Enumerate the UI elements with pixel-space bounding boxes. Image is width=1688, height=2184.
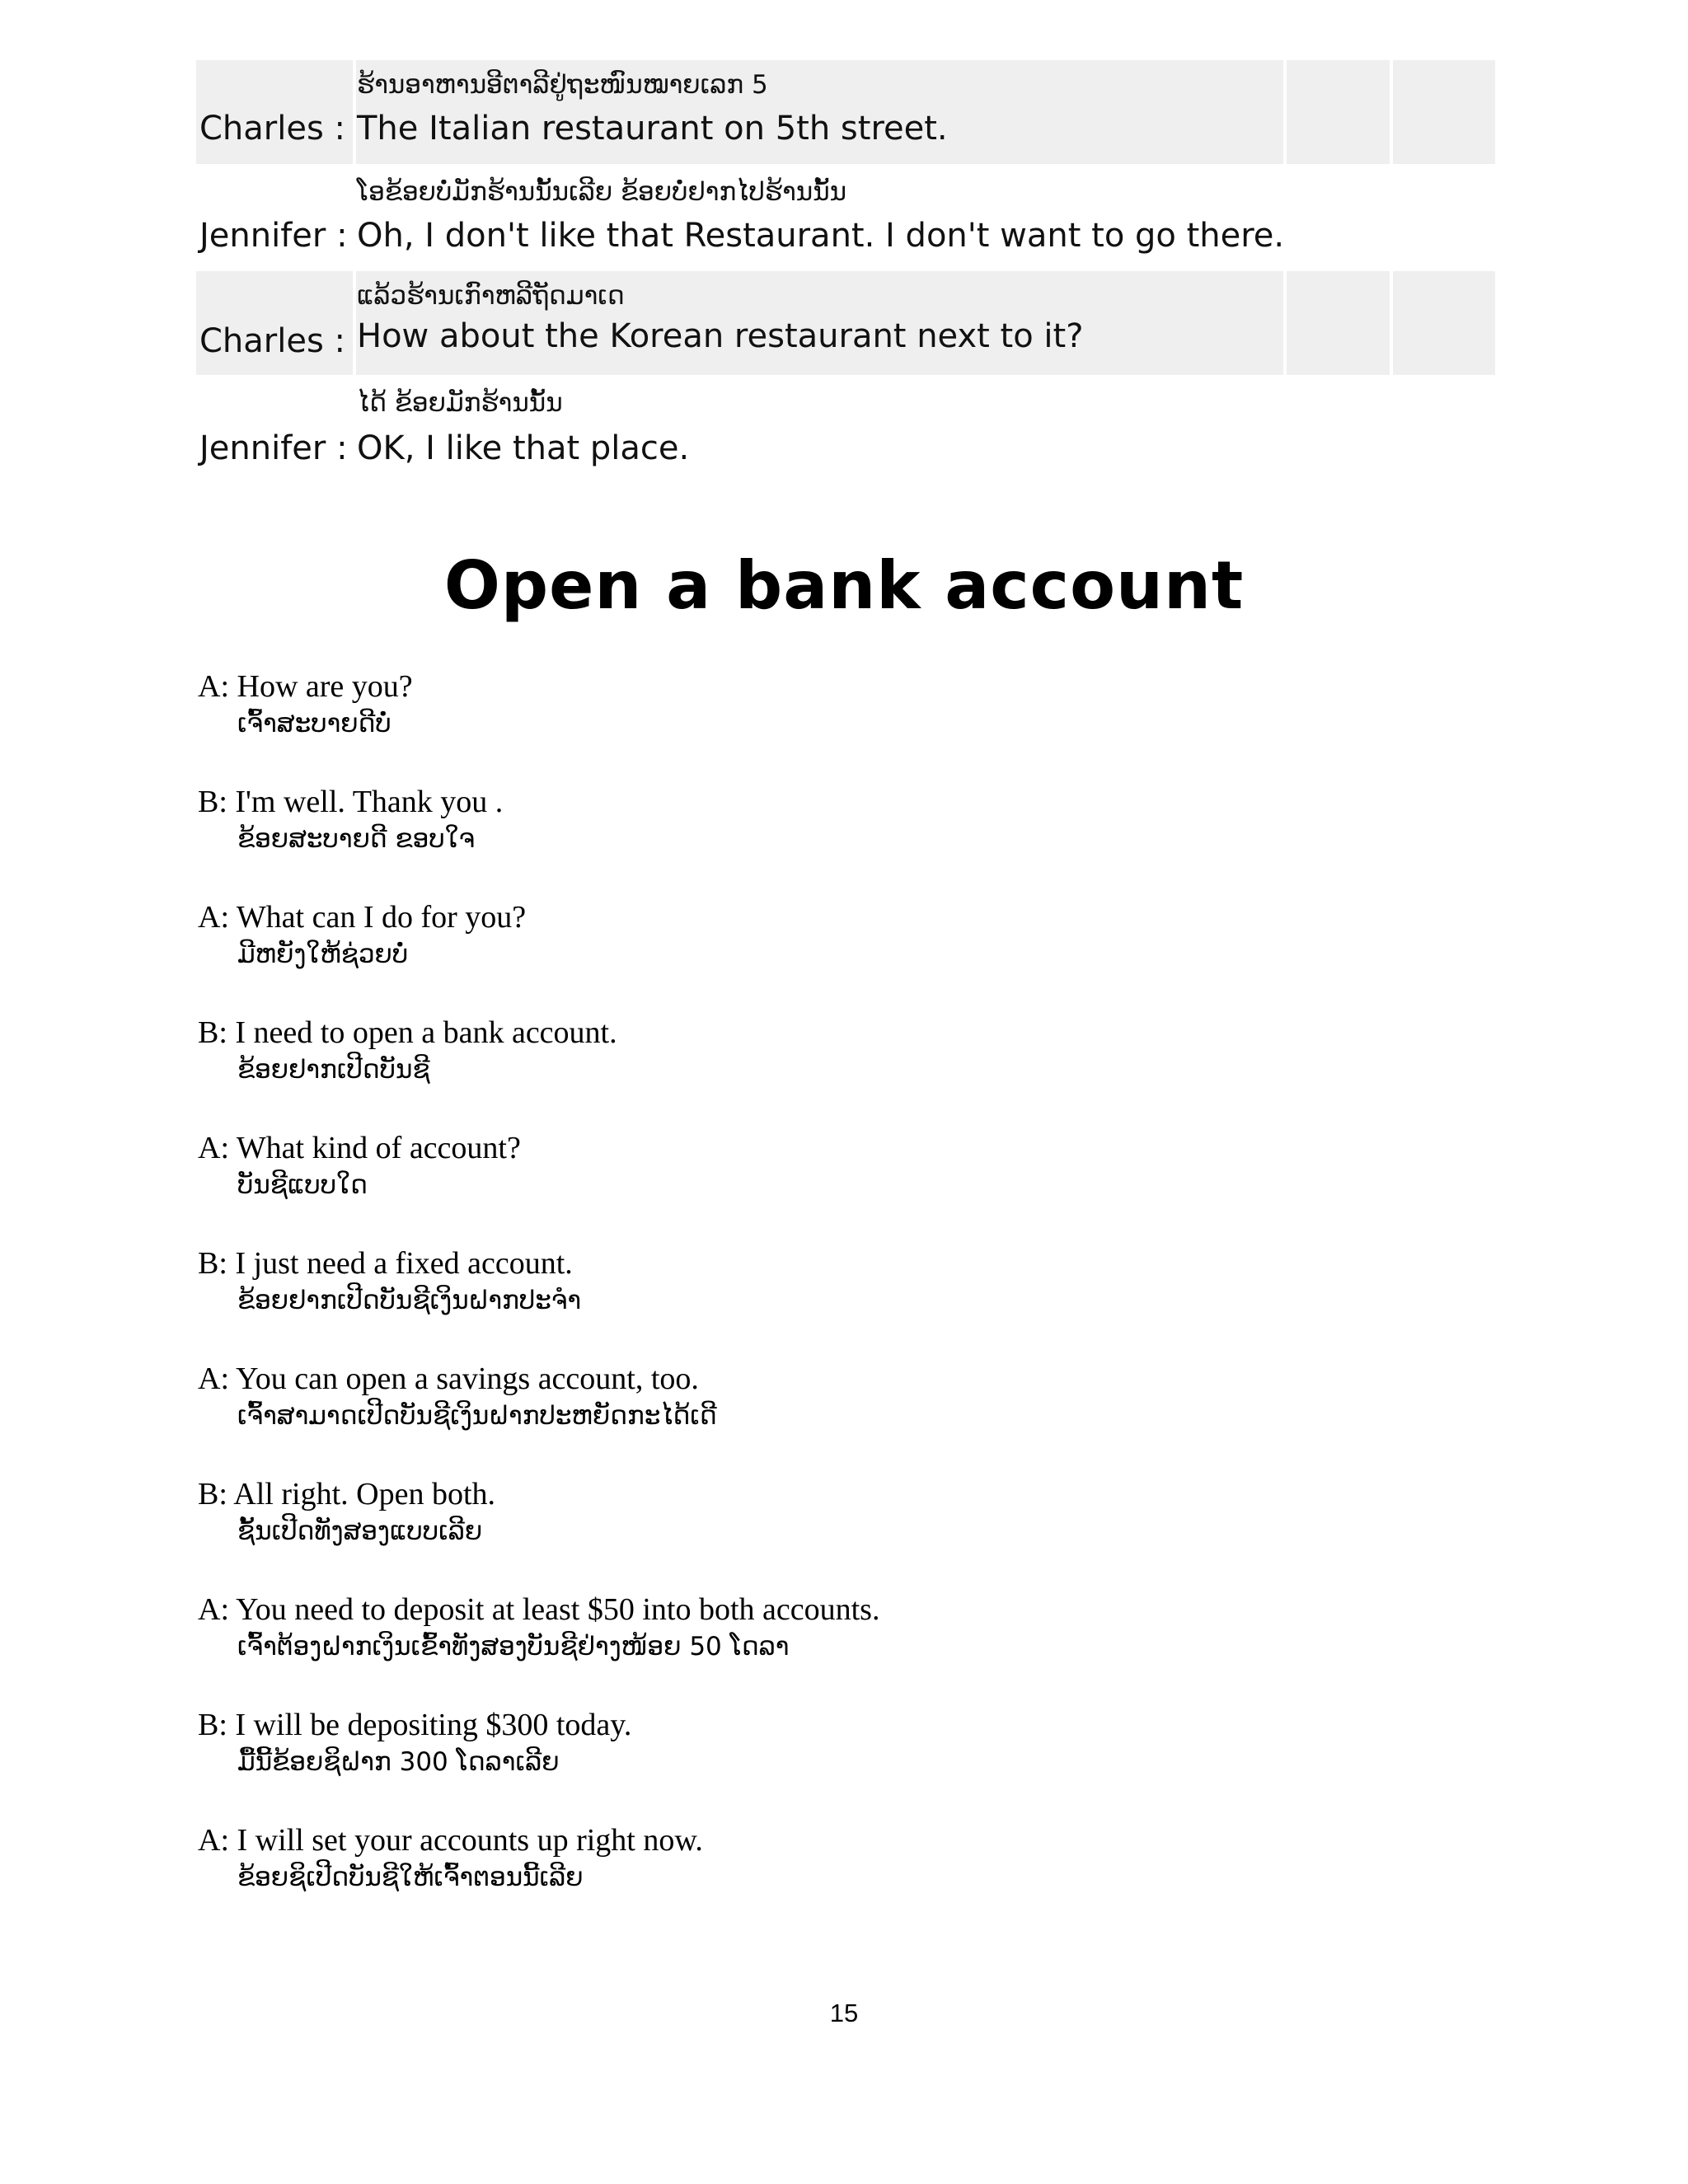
lao-line: ແລ້ວຮ້ານເກົາຫລີຖັດມາເດ [357, 281, 625, 311]
speaker-name: Charles : [199, 110, 345, 148]
english-line: A: You need to deposit at least $50 into both accounts. [198, 1592, 880, 1627]
lao-line: ເຈົ້າສະບາຍດີບໍ່ [237, 709, 392, 738]
english-line: B: I will be depositing $300 today. [198, 1708, 632, 1742]
conversation-item [198, 1706, 1517, 1821]
dialogue-row [196, 60, 1498, 164]
conversation-item [198, 1014, 1517, 1129]
lao-line: ຮ້ານອາຫານອີຕາລີຢູ່ຖະໜົນໝາຍເລກ 5 [357, 70, 768, 100]
lao-line: ຊັ້ນເປີດທັງສອງແບບເລີຍ [237, 1516, 483, 1546]
english-line: Oh, I don't like that Restaurant. I don't want to go there. [357, 217, 1285, 255]
english-line: How about the Korean restaurant next to it? [357, 317, 1084, 355]
dialogue-row [196, 377, 1498, 480]
lao-line: ບັນຊີແບບໃດ [237, 1170, 368, 1200]
conversation-item [198, 1475, 1517, 1591]
empty-cell [1287, 271, 1390, 375]
conversation-item [198, 668, 1517, 783]
english-line: OK, I like that place. [357, 429, 690, 467]
english-line: B: All right. Open both. [198, 1477, 495, 1511]
english-line: A: How are you? [198, 669, 413, 704]
speaker-name: Jennifer : [199, 429, 348, 467]
lao-line: ຂ້ອຍຢາກເປີດບັນຊີ [237, 1055, 430, 1085]
section-heading: Open a bank account [443, 547, 1245, 624]
conversation-item [198, 1244, 1517, 1360]
english-line: B: I just need a fixed account. [198, 1246, 573, 1281]
english-line: A: You can open a savings account, too. [198, 1361, 699, 1396]
english-line: A: What kind of account? [198, 1131, 521, 1165]
english-line: B: I'm well. Thank you . [198, 785, 504, 819]
conversation-item [198, 1821, 1517, 1937]
conversation-item [198, 1360, 1517, 1475]
dialogue-row [196, 271, 1498, 375]
lao-line: ໄດ້ ຂ້ອຍມັກຮ້ານນັ້ນ [357, 388, 563, 418]
lao-line: ຂ້ອຍສະບາຍດີ ຂອບໃຈ [237, 824, 476, 854]
lao-line: ມີຫຍັງໃຫ້ຊ່ວຍບໍ່ [237, 940, 409, 969]
speaker-name: Jennifer : [199, 217, 348, 255]
conversation-item [198, 783, 1517, 898]
dialogue-row [196, 166, 1498, 269]
conversation-item [198, 1591, 1517, 1706]
english-line: B: I need to open a bank account. [198, 1015, 617, 1050]
empty-cell [1393, 60, 1495, 164]
lao-line: ເຈົ້າຕ້ອງຝາກເງິນເຂົ້າທັງສອງບັນຊີຢ່າງໜ້ອຍ 50 ໂດລາ [237, 1632, 790, 1661]
english-line: A: What can I do for you? [198, 900, 527, 935]
speaker-name: Charles : [199, 322, 345, 360]
lao-line: ເຈົ້າສາມາດເປີດບັນຊີເງິນຝາກປະຫຍັດກະໄດ້ເດີ [237, 1401, 717, 1431]
empty-cell [1393, 271, 1495, 375]
lao-line: ຂ້ອຍຊິເປີດບັນຊີໃຫ້ເຈົ້າຕອນນີ້ເລີຍ [237, 1863, 584, 1892]
conversation-item [198, 898, 1517, 1014]
lao-line: ຂ້ອຍຢາກເປີດບັນຊີເງິນຝາກປະຈຳ [237, 1286, 582, 1315]
conversation [198, 668, 1517, 1937]
lao-line: ໂອຂ້ອຍບໍ່ມັກຮ້ານນັ້ນເລີຍ ຂ້ອຍບໍ່ຢາກໄປຮ້ານນັ້ນ [357, 177, 847, 207]
english-line: The Italian restaurant on 5th street. [357, 110, 948, 148]
empty-cell [1287, 60, 1390, 164]
english-line: A: I will set your accounts up right now. [198, 1823, 703, 1858]
dialogue-table [196, 60, 1498, 482]
lao-line: ມື້ນີ້ຂ້ອຍຊິຝາກ 300 ໂດລາເລີຍ [237, 1747, 560, 1777]
page-number: 15 [829, 1999, 859, 2027]
conversation-item [198, 1129, 1517, 1244]
